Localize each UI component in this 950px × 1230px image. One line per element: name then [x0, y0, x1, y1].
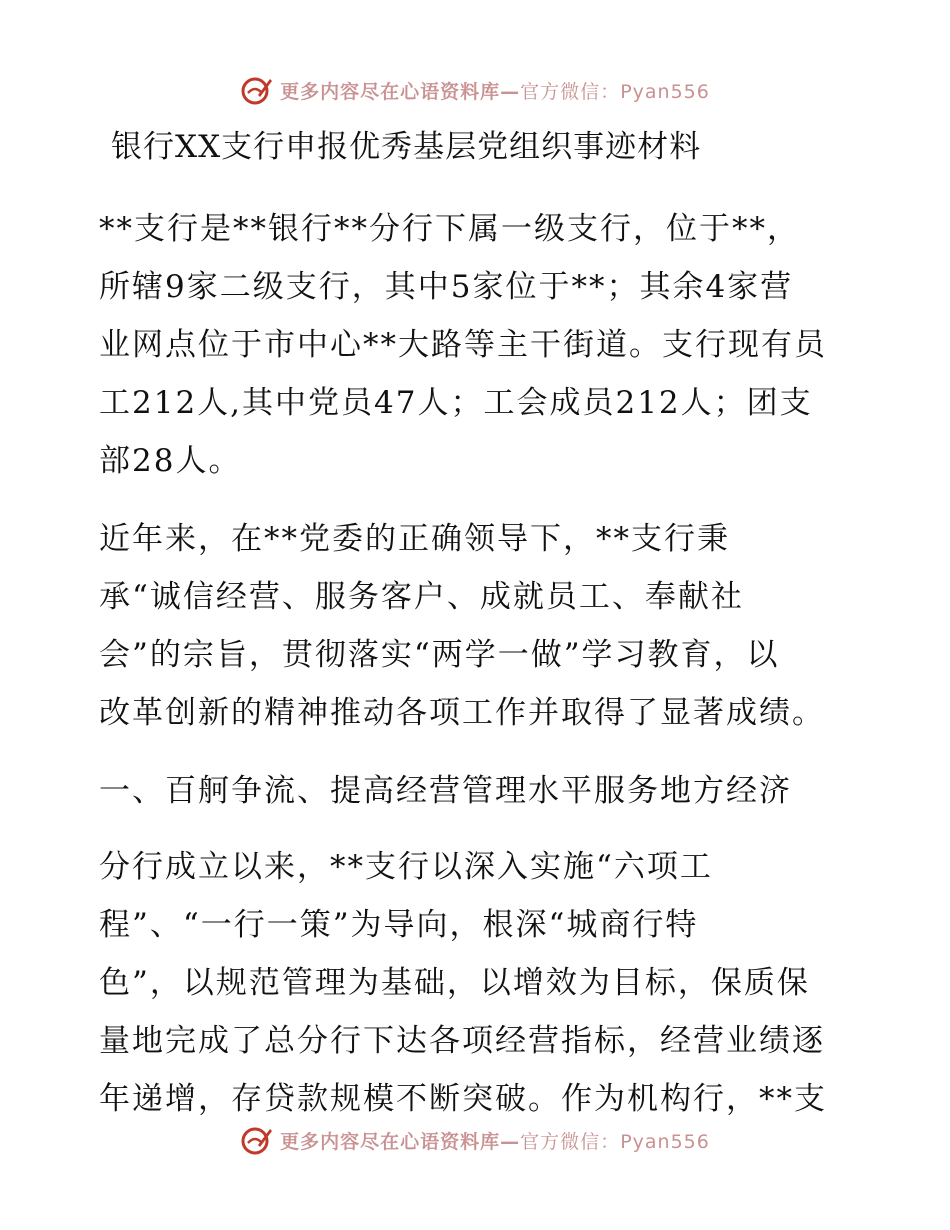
text-line: **支行是**银行**分行下属一级支行，位于**，: [99, 211, 800, 247]
text-line: 一、百舸争流、提高经营管理水平服务地方经济: [99, 773, 792, 809]
paragraph-3: [99, 838, 859, 1128]
text-line: 承“诚信经营、服务客户、成就员工、奉献社: [99, 579, 744, 615]
document-body: [99, 120, 859, 1128]
header-watermark: [0, 70, 950, 110]
watermark-text: 更多内容尽在心语资料库—官方微信：Pyan556: [280, 1130, 710, 1153]
text-line: 部28人。: [99, 443, 242, 479]
text-line: 近年来，在**党委的正确领导下，**支行秉: [99, 521, 730, 557]
watermark-text: 更多内容尽在心语资料库—官方微信：Pyan556: [280, 80, 710, 103]
text-line: 程”、“一行一策”为导向，根深“城商行特: [99, 907, 699, 943]
text-line: 量地完成了总分行下达各项经营指标，经营业绩逐: [99, 1023, 825, 1059]
footer-watermark: [0, 1120, 950, 1160]
document-title: 银行XX支行申报优秀基层党组织事迹材料: [111, 129, 702, 165]
text-line: 工212人,其中党员47人；工会成员212人；团支: [99, 385, 813, 421]
text-line: 年递增，存贷款规模不断突破。作为机构行，**支: [99, 1081, 827, 1117]
text-line: 分行成立以来，**支行以深入实施“六项工: [99, 849, 713, 885]
text-line: 会”的宗旨，贯彻落实“两学一做”学习教育，以: [99, 637, 780, 673]
text-line: 所辖9家二级支行，其中5家位于**；其余4家营: [99, 269, 794, 305]
paragraph-1: [99, 200, 859, 490]
text-line: 业网点位于市中心**大路等主干街道。支行现有员: [99, 327, 827, 363]
section-heading-1: [99, 762, 859, 820]
paragraph-2: [99, 510, 859, 742]
book-pen-logo-icon: [240, 73, 274, 107]
book-pen-logo-icon: [240, 1123, 274, 1157]
text-line: 改革创新的精神推动各项工作并取得了显著成绩。: [99, 695, 825, 731]
text-line: 色”，以规范管理为基础，以增效为目标，保质保: [99, 965, 810, 1001]
